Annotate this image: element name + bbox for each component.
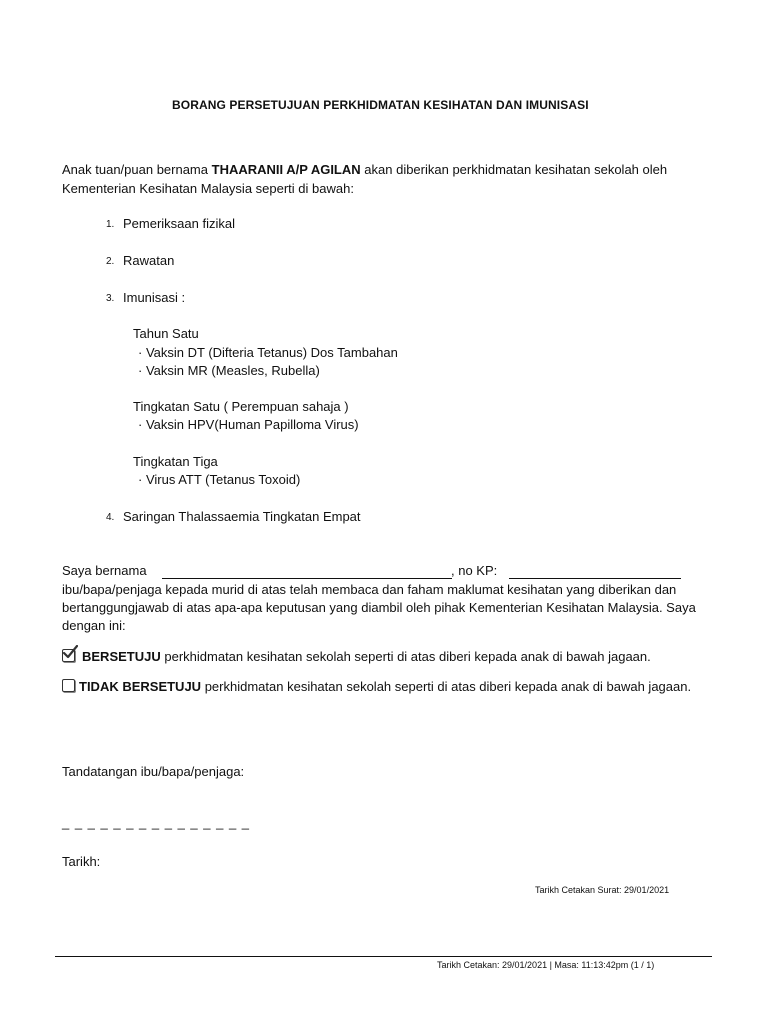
- name-label: Saya bernama: [62, 563, 147, 578]
- immunisation-group-heading: Tingkatan Satu ( Perempuan sahaja ): [133, 399, 349, 414]
- agree-label: BERSETUJU: [82, 649, 161, 664]
- name-blank-line[interactable]: [162, 578, 452, 579]
- vaccine-item: · Virus ATT (Tetanus Toxoid): [138, 472, 301, 487]
- declaration-line: bertanggungjawab di atas apa-apa keputusan yang diambil oleh pihak Kementerian Kesihatan Malaysia. Saya: [62, 600, 696, 615]
- intro-line-2: Kementerian Kesihatan Malaysia seperti di bawah:: [62, 181, 354, 196]
- vaccine-item: · Vaksin DT (Difteria Tetanus) Dos Tambahan: [138, 345, 398, 360]
- service-number: 1.: [106, 219, 115, 230]
- intro-suffix: akan diberikan perkhidmatan kesihatan sekolah oleh: [364, 162, 668, 177]
- footer-text: Tarikh Cetakan: 29/01/2021 | Masa: 11:13:42pm (1 / 1): [437, 960, 655, 970]
- declaration-line: dengan ini:: [62, 618, 126, 633]
- agree-text: perkhidmatan kesihatan sekolah seperti di atas diberi kepada anak di bawah jagaan.: [164, 649, 651, 664]
- disagree-option: [79, 678, 691, 696]
- service-item: Pemeriksaan fizikal: [123, 216, 235, 231]
- service-item: Rawatan: [123, 253, 175, 268]
- form-title: BORANG PERSETUJUAN PERKHIDMATAN KESIHATAN DAN IMUNISASI: [172, 98, 589, 112]
- kp-label: , no KP:: [451, 563, 498, 578]
- immunisation-group-heading: Tahun Satu: [133, 326, 199, 341]
- intro-line-1: [62, 161, 667, 179]
- signature-label: Tandatangan ibu/bapa/penjaga:: [62, 764, 245, 779]
- service-item: Imunisasi :: [123, 290, 186, 305]
- agree-option: [82, 648, 651, 666]
- disagree-text: perkhidmatan kesihatan sekolah seperti di atas diberi kepada anak di bawah jagaan.: [204, 679, 692, 694]
- declaration-line: ibu/bapa/penjaga kepada murid di atas telah membaca dan faham maklumat kesihatan yang diberikan dan: [62, 582, 677, 597]
- disagree-label: TIDAK BERSETUJU: [79, 679, 202, 694]
- checkmark-icon: [62, 645, 78, 659]
- vaccine-item: · Vaksin MR (Measles, Rubella): [138, 363, 320, 378]
- service-number: 2.: [106, 256, 115, 267]
- kp-blank-line[interactable]: [509, 578, 681, 579]
- service-number: 4.: [106, 512, 115, 523]
- child-name: THAARANII A/P AGILAN: [211, 162, 361, 177]
- signature-line[interactable]: _ _ _ _ _ _ _ _ _ _ _ _ _ _ _: [62, 815, 251, 830]
- print-date: Tarikh Cetakan Surat: 29/01/2021: [535, 885, 670, 895]
- footer-divider: [55, 956, 712, 957]
- service-item: Saringan Thalassaemia Tingkatan Empat: [123, 509, 361, 524]
- immunisation-group-heading: Tingkatan Tiga: [133, 454, 218, 469]
- vaccine-item: · Vaksin HPV(Human Papilloma Virus): [138, 417, 359, 432]
- disagree-checkbox[interactable]: [62, 679, 75, 692]
- service-number: 3.: [106, 293, 115, 304]
- date-label: Tarikh:: [62, 854, 101, 869]
- intro-prefix: Anak tuan/puan bernama: [62, 162, 208, 177]
- agree-checkbox[interactable]: [62, 649, 75, 662]
